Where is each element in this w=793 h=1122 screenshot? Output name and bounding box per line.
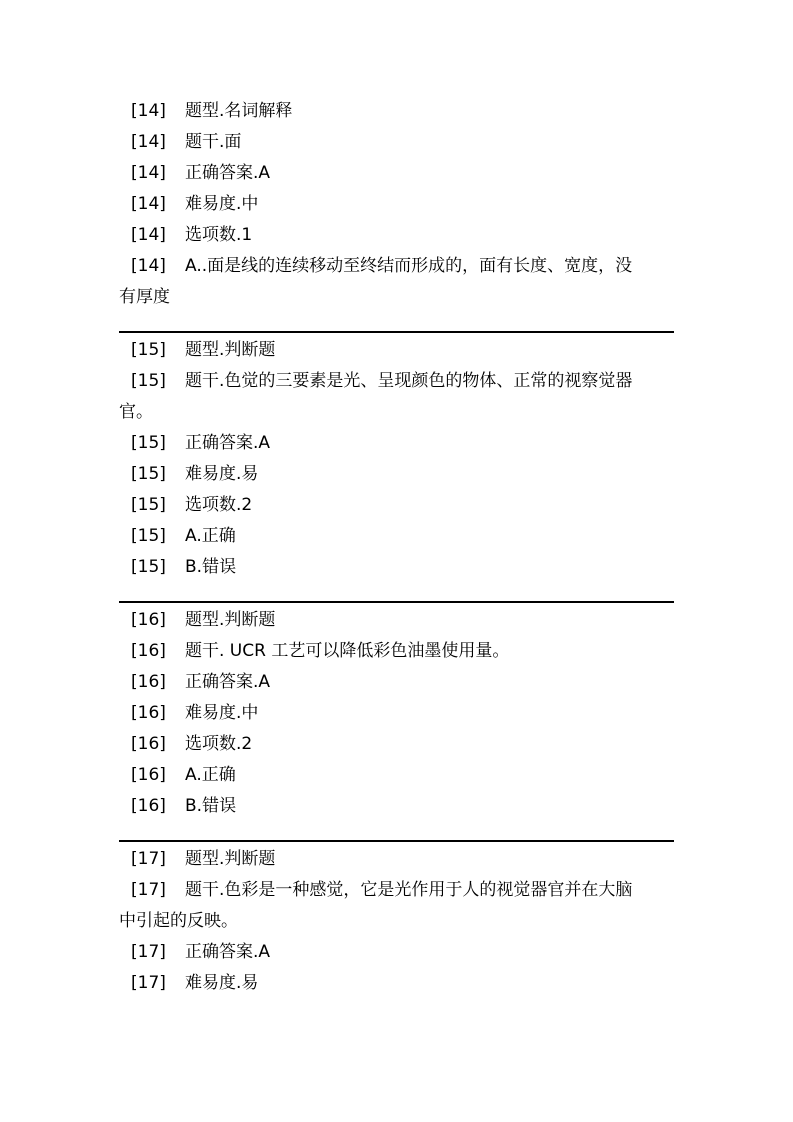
question-line (119, 158, 674, 189)
question-block-15 (119, 335, 674, 583)
question-line (119, 605, 674, 636)
question-stem: 题干. UCR 工艺可以降低彩色油墨使用量。 (185, 641, 510, 661)
question-number: [14] (131, 132, 166, 152)
question-stem-continued: 官。 (119, 402, 153, 422)
question-number: [15] (131, 340, 166, 360)
question-line-continued (119, 397, 674, 428)
option-a: A..面是线的连续移动至终结而形成的，面有长度、宽度，没 (185, 256, 633, 276)
correct-answer: 正确答案.A (185, 942, 271, 962)
question-line (119, 459, 674, 490)
question-line (119, 96, 674, 127)
correct-answer: 正确答案.A (185, 672, 271, 692)
question-block-17 (119, 844, 674, 999)
divider (119, 331, 674, 333)
question-line (119, 366, 674, 397)
question-block-14 (119, 96, 674, 313)
question-number: [15] (131, 371, 166, 391)
divider (119, 840, 674, 842)
option-b: B.错误 (185, 557, 237, 577)
option-b: B.错误 (185, 796, 237, 816)
difficulty: 难易度.易 (185, 464, 259, 484)
question-number: [15] (131, 557, 166, 577)
question-line (119, 729, 674, 760)
question-number: [14] (131, 225, 166, 245)
question-number: [15] (131, 495, 166, 515)
question-line (119, 189, 674, 220)
question-line (119, 667, 674, 698)
difficulty: 难易度.中 (185, 194, 259, 214)
option-count: 选项数.2 (185, 495, 253, 515)
question-line (119, 428, 674, 459)
question-line (119, 791, 674, 822)
question-number: [17] (131, 880, 166, 900)
question-stem-continued: 中引起的反映。 (119, 911, 238, 931)
difficulty: 难易度.中 (185, 703, 259, 723)
document-page (119, 96, 674, 999)
question-number: [16] (131, 796, 166, 816)
question-line (119, 521, 674, 552)
question-number: [16] (131, 672, 166, 692)
question-line (119, 220, 674, 251)
question-stem: 题干.色彩是一种感觉，它是光作用于人的视觉器官并在大脑 (185, 880, 633, 900)
question-line (119, 127, 674, 158)
difficulty: 难易度.易 (185, 973, 259, 993)
question-stem: 题干.面 (185, 132, 242, 152)
question-block-16 (119, 605, 674, 822)
correct-answer: 正确答案.A (185, 163, 271, 183)
question-line (119, 490, 674, 521)
question-number: [15] (131, 526, 166, 546)
question-line (119, 552, 674, 583)
question-line (119, 937, 674, 968)
divider (119, 601, 674, 603)
question-stem: 题干.色觉的三要素是光、呈现颜色的物体、正常的视察觉器 (185, 371, 633, 391)
option-a-continued: 有厚度 (119, 287, 170, 307)
option-a: A.正确 (185, 765, 236, 785)
question-number: [14] (131, 256, 166, 276)
question-line (119, 844, 674, 875)
question-number: [16] (131, 641, 166, 661)
question-line (119, 698, 674, 729)
question-number: [16] (131, 734, 166, 754)
question-number: [14] (131, 101, 166, 121)
question-line (119, 335, 674, 366)
question-number: [14] (131, 163, 166, 183)
question-line-continued (119, 906, 674, 937)
question-line-continued (119, 282, 674, 313)
correct-answer: 正确答案.A (185, 433, 271, 453)
question-line (119, 251, 674, 282)
option-a: A.正确 (185, 526, 236, 546)
question-number: [16] (131, 610, 166, 630)
question-type: 题型.判断题 (185, 340, 276, 360)
question-type: 题型.判断题 (185, 610, 276, 630)
option-count: 选项数.2 (185, 734, 253, 754)
question-type: 题型.名词解释 (185, 101, 293, 121)
question-line (119, 760, 674, 791)
question-line (119, 636, 674, 667)
question-number: [15] (131, 433, 166, 453)
option-count: 选项数.1 (185, 225, 253, 245)
question-line (119, 968, 674, 999)
question-number: [16] (131, 765, 166, 785)
question-line (119, 875, 674, 906)
question-number: [15] (131, 464, 166, 484)
question-number: [17] (131, 942, 166, 962)
question-number: [17] (131, 849, 166, 869)
question-number: [17] (131, 973, 166, 993)
question-number: [14] (131, 194, 166, 214)
question-number: [16] (131, 703, 166, 723)
question-type: 题型.判断题 (185, 849, 276, 869)
